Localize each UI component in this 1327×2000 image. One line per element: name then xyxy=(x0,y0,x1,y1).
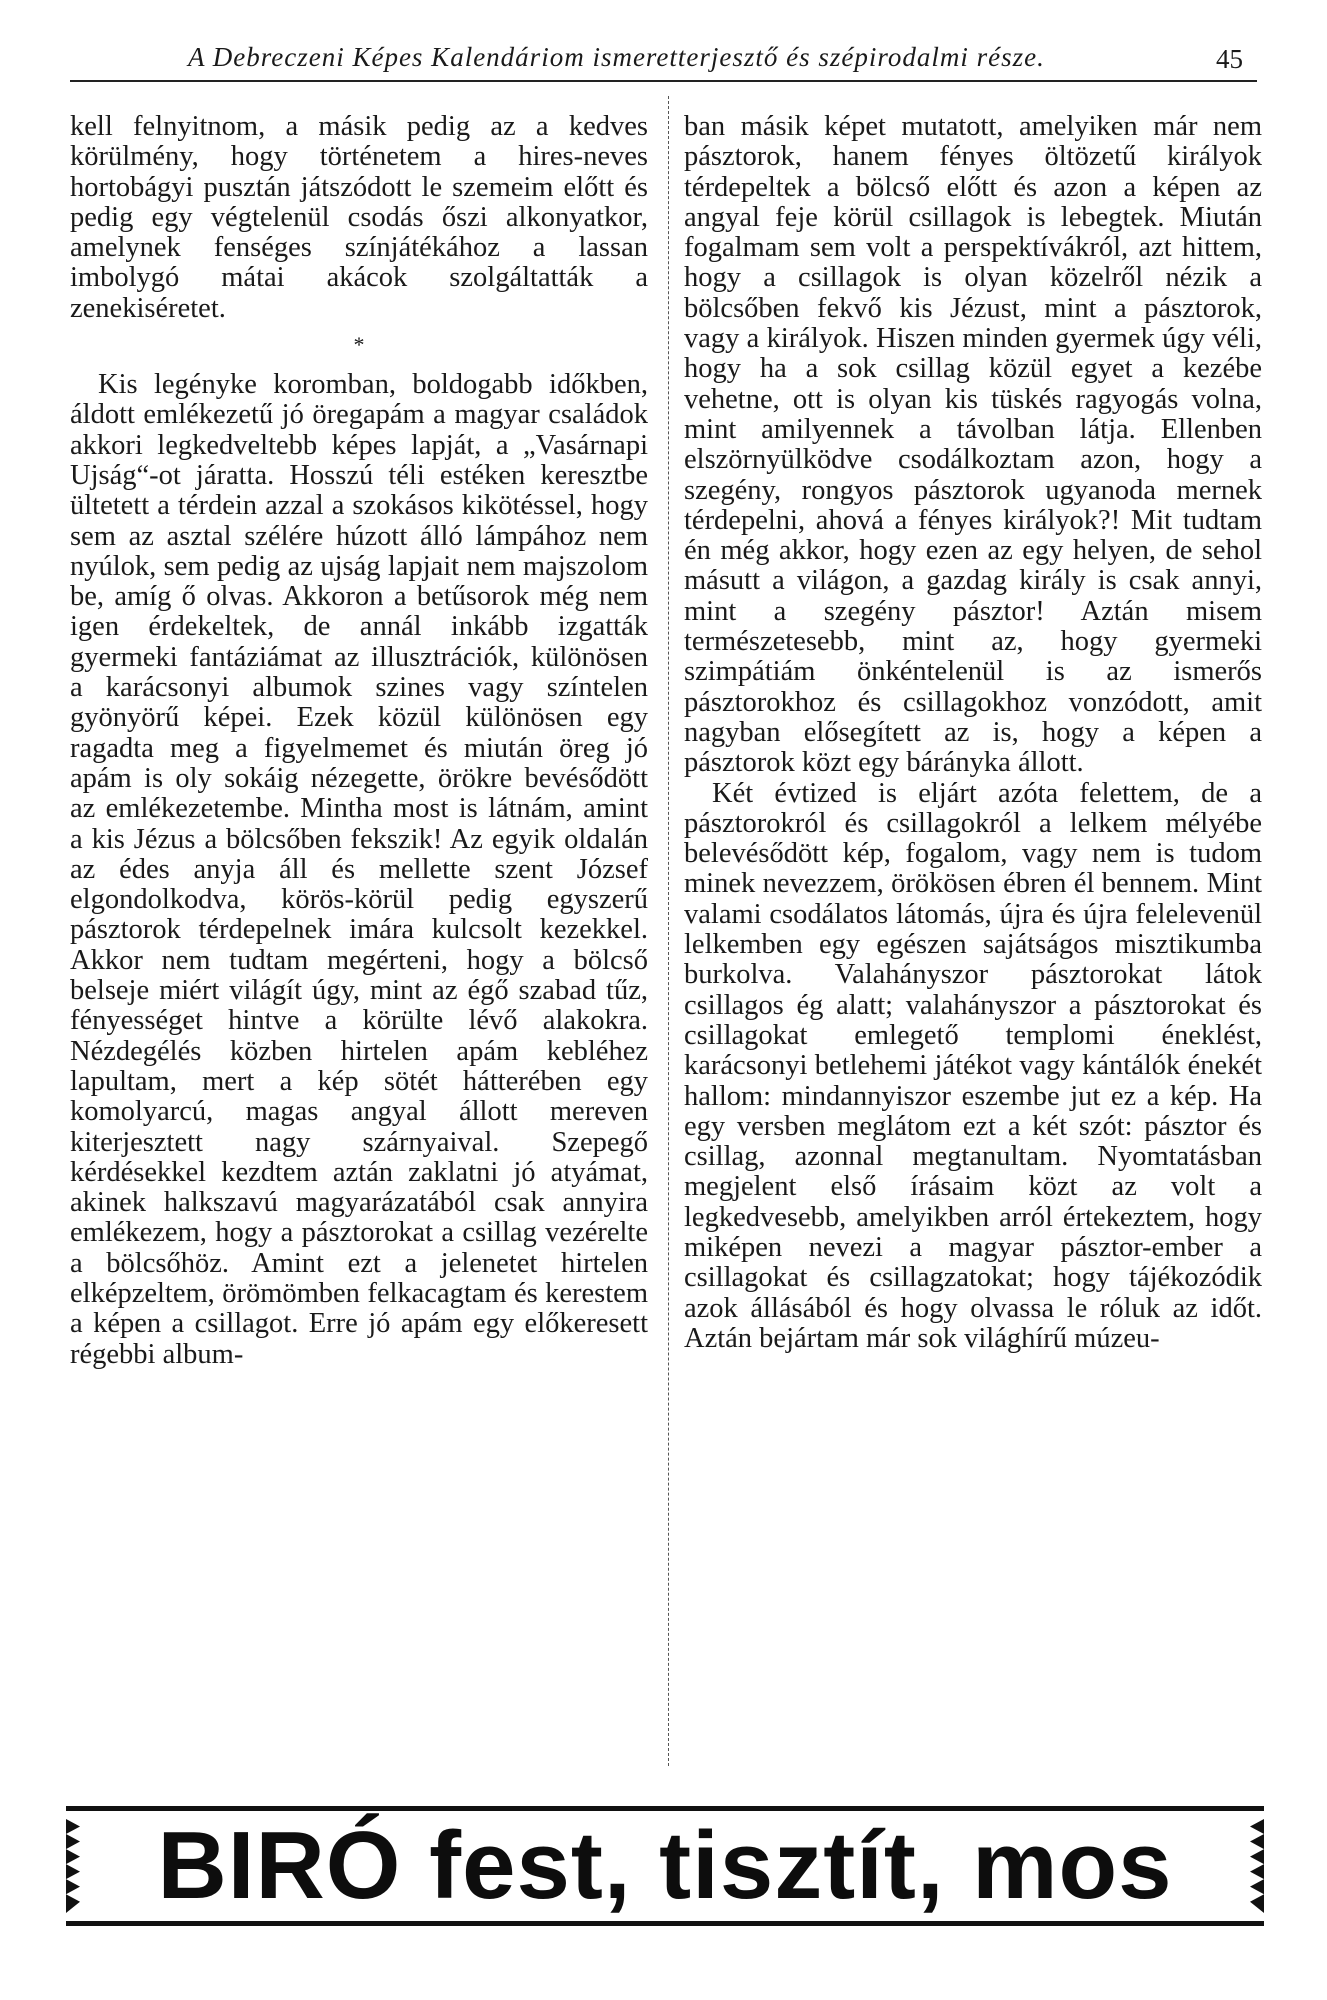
right-column xyxy=(684,112,1262,1354)
running-title: A Debreczeni Képes Kalendáriom ismeretterjesztő és szépirodalmi része. xyxy=(188,42,1045,72)
section-separator: * xyxy=(353,332,365,358)
right-paragraph-1: ban másik képet mutatott, amelyiken már nem pásztorok, hanem fényes öltözetű királyok térdepeltek a bölcső előtt és azon a képen az angyal feje körül csillagok is lebegtek. Miután fogalmam sem volt a perspektívákról, azt hittem, hogy a csillagok is olyan közelről nézik a bölcsőben fekvő kis Jézust, mint a pásztorok, vagy a királyok. Hiszen minden gyermek úgy véli, hogy ha a sok csillag közül egyet a kezébe vehetne, ott is olyan kis tüskés ragyogás volna, mint amilyennek a távolban látja. Ellenben elszörnyülködve csodálkoztam azon, hogy a szegény, rongyos pásztorok ugyanoda mernek térdepelni, ahová a fényes királyok?! Mit tudtam én még akkor, hogy ezen az egy helyen, de sehol másutt a világon, a gazdag király is csak annyi, mint a szegény pásztor! Aztán misem természetesebb, mint az, hogy gyermeki szimpátiám önkéntelenül is az ismerős pásztorokhoz és csillagokhoz vonzódott, amit nagyban elősegített az is, hogy a képen a pásztorok közt egy báránykа állott. xyxy=(684,111,1262,779)
banner-right-ornament xyxy=(1250,1819,1264,1913)
page-number: 45 xyxy=(1216,44,1243,74)
column-divider xyxy=(668,96,669,1766)
running-head xyxy=(70,40,1257,82)
advertisement-banner xyxy=(66,1806,1264,1926)
left-column xyxy=(70,112,648,1370)
banner-left-ornament xyxy=(66,1819,80,1913)
left-paragraph-2: Kis legényke koromban, boldogabb időkben, áldott emlékezetű jó öregapám a magyar családok akkori legkedveltebb képes lapját, a „Vasárnapi Ujság“-ot járatta. Hosszú téli estéken keresztbe ültetett a térdein azzal a szokásos kikötéssel, hogy sem az asztal szélére húzott álló lámpához nem nyúlok, sem pedig az ujság lapjait nem majszolom be, amíg ő olvas. Akkoron a betűsorok még nem igen érdekeltek, de annál inkább izgatták gyermeki fantáziámat az illusztrációk, különösen a karácsonyi albumok szines vagy színtelen gyönyörű képei. Ezek közül különösen egy ragadta meg a figyelmemet és miután öreg jó apám is oly sokáig nézegette, örökre bevésődött az emlékezetembe. Mintha most is látnám, amint a kis Jézus a bölcsőben fekszik! Az egyik oldalán az édes anyja áll és mellette szent József elgondolkodva, körös-körül pedig egyszerű pásztorok térdepelnek imára kulcsolt kezekkel. Akkor nem tudtam megérteni, hogy a bölcső belseje miért világít úgy, mint az égő szabad tűz, fényességet hintve a körülte lévő alakokra. Nézdegélés közben hirtelen apám kebléhez lapultam, mert a kép sötét hátterében egy komolyarcú, magas angyal állott mereven kiterjesztett nagy szárnyaival. Szepegő kérdésekkel kezdtem aztán zaklatni jó atyámat, akinek halkszavú magyarázatából csak annyira emlékezem, hogy a pásztorokat a csillag vezérelte a bölcsőhöz. Amint ezt a jelenetet hirtelen elképzeltem, örömömben felkacagtam és kerestem a képen a csillagot. Erre jó apám egy előkeresett régebbi album- xyxy=(70,369,648,1370)
advertisement-text: BIRÓ fest, tisztít, mos xyxy=(157,1812,1173,1919)
right-paragraph-2: Két évtized is eljárt azóta felettem, de a pásztorokról és csillagokról a lelkem mélyébe belevésődött kép, fogalom, vagy nem is tudom minek nevezzem, örökösen ébren él bennem. Mint valami csodálatos látomás, újra és újra felelevenül lelkemben egy egészen sajátságos misztikumba burkolva. Valahányszor pásztorokat látok csillagos ég alatt; valahányszor a pásztorokat és csillagokat emlegető templomi éneklést, karácsonyi betlehemi játékot vagy kántálók énekét hallom: mindannyiszor eszembe jut ez a kép. Ha egy versben meglátom ezt a két szót: pásztor és csillag, azonnal megtanultam. Nyomtatásban megjelent első írásaim közt az volt a legkedvesebb, amelyikben arról értekeztem, hogy miképen nevezi a magyar pásztor-ember a csillagokat és csillagzatokat; hogy tájékozódik azok állásából és hogy olvassa le róluk az időt. Aztán bejártam már sok világhírű múzeu- xyxy=(684,777,1262,1354)
left-paragraph-1: kell felnyitnom, a másik pedig az a kedves körülmény, hogy történetem a hires-neves hortobágyi pusztán játszódott le szemeim előtt és pedig egy végtelenül csodás őszi alkonyatkor, amelynek fenséges színjátékához a lassan imbolygó mátai akácok szolgáltatták a zenekiséretet. xyxy=(70,111,648,324)
